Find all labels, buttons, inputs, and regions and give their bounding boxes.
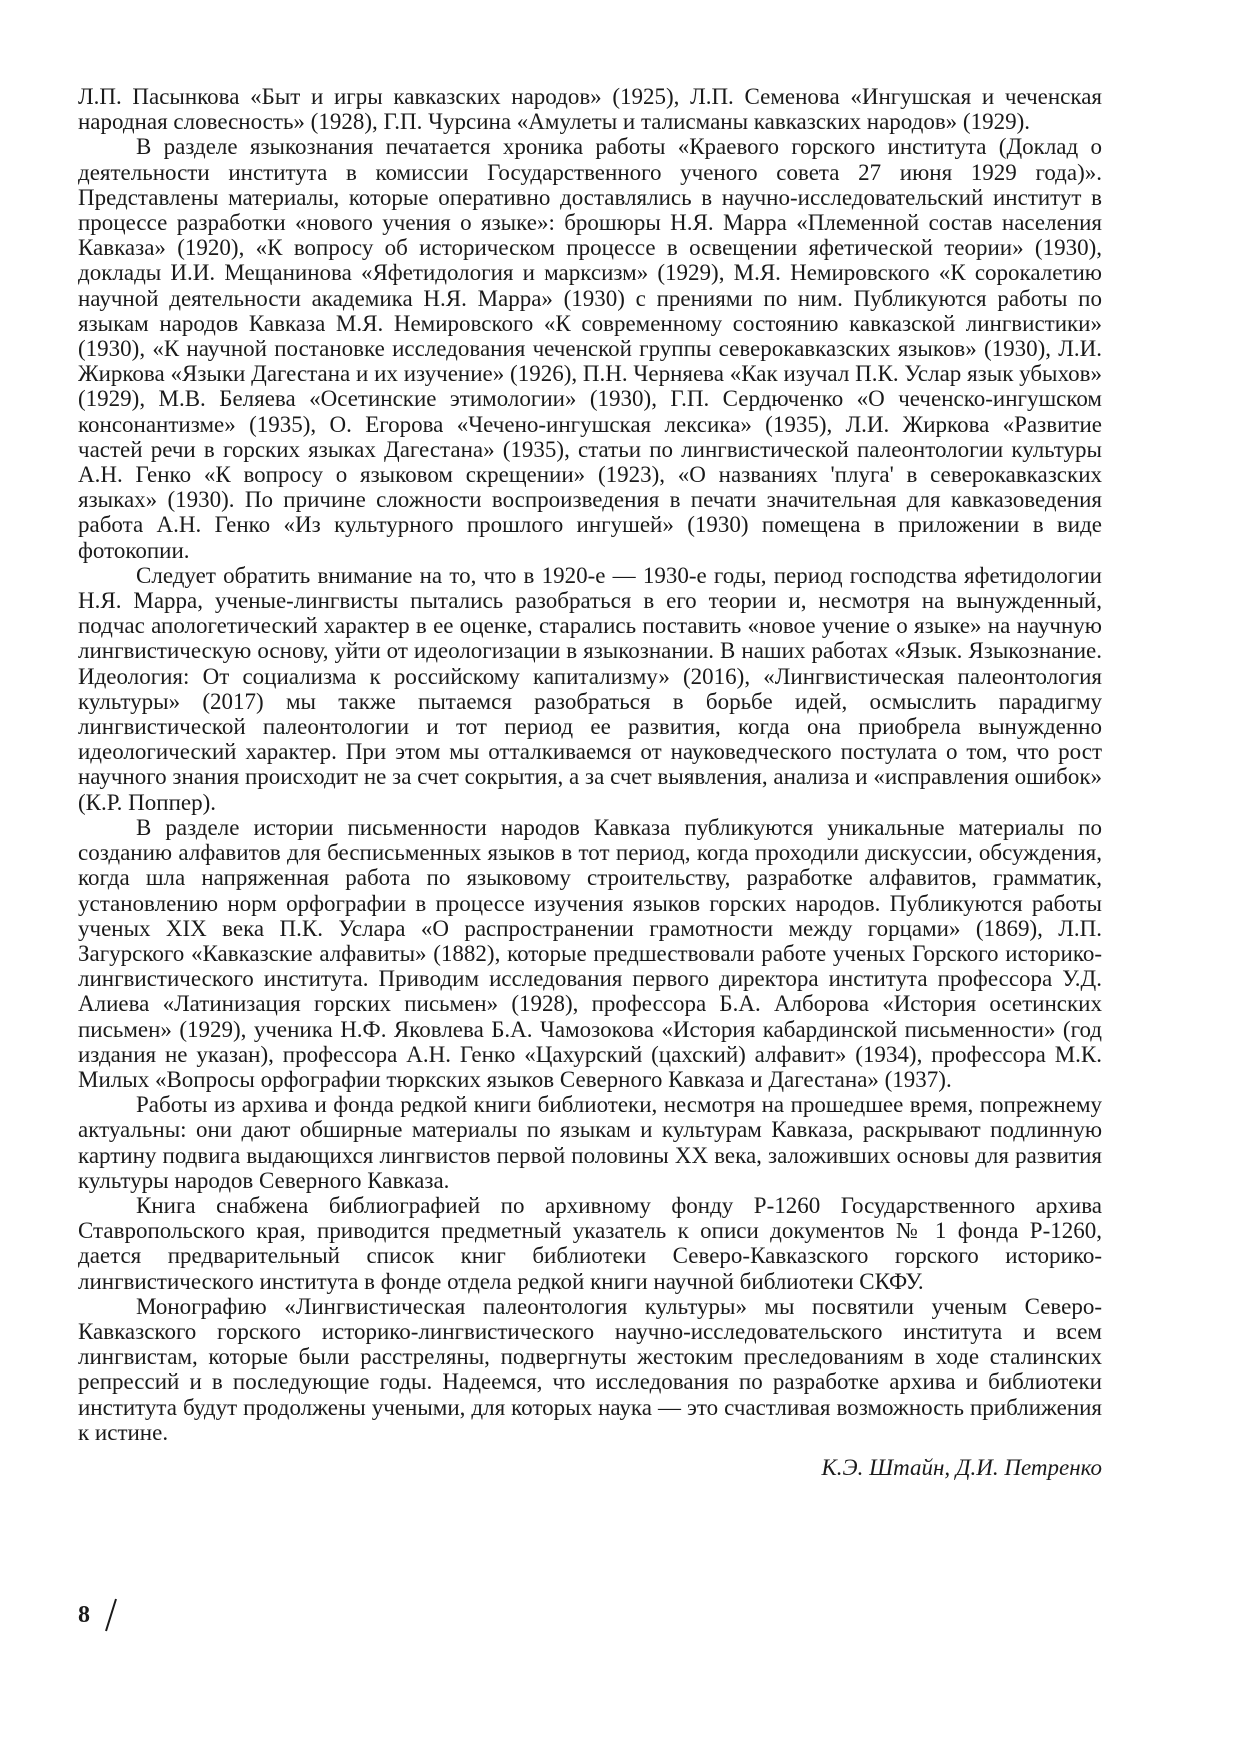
slash-divider-icon (104, 1598, 118, 1632)
paragraph-5: Работы из архива и фонда редкой книги библиотеки, несмотря на прошедшее время, попрежнему актуальны: они дают обширные материалы по языкам и культурам Кавказа, раскрывают подлинную картину подвига выдающихся лингвистов первой половины XX века, заложивших основы для развития культуры народов Северного Кавказа. (78, 1092, 1102, 1193)
paragraph-7: Монографию «Лингвистическая палеонтология культуры» мы посвятили ученым Северо-Кавказского горского историко-лингвистического научно-исследовательского института и всем лингвистам, которые были расстреляны, подвергнуты жестоким преследованиям в ходе сталинских репрессий и в последующие годы. Надеемся, что исследования по разработке архива и библиотеки института будут продолжены учеными, для которых наука — это счастливая возможность приближения к истине. (78, 1293, 1102, 1445)
paragraph-4: В разделе истории письменности народов Кавказа публикуются уникальные материалы по созданию алфавитов для бесписьменных языков в тот период, когда проходили дискуссии, обсуждения, когда шла напряженная работа по языковому строительству, разработке алфавитов, грамматик, установлению норм орфографии в процессе изучения языков горских народов. Публикуются работы ученых XIX века П.К. Услара «О распространении грамотности между горцами» (1869), Л.П. Загурского «Кавказские алфавиты» (1882), которые предшествовали работе ученых Горского историко-лингвистического института. Приводим исследования первого директора института профессора У.Д. Алиева «Латинизация горских письмен» (1928), профессора Б.А. Алборова «История осетинских письмен» (1929), ученика Н.Ф. Яковлева Б.А. Чамозокова «История кабардинской письменности» (год издания не указан), профессора А.Н. Генко «Цахурский (цахский) алфавит» (1934), профессора М.К. Милых «Вопросы орфографии тюркских языков Северного Кавказа и Дагестана» (1937). (78, 814, 1102, 1092)
page-number: 8 (78, 1602, 90, 1628)
paragraph-1: Л.П. Пасынкова «Быт и игры кавказских народов» (1925), Л.П. Семенова «Ингушская и чеченская народная словесность» (1928), Г.П. Чурсина «Амулеты и талисманы кавказских народов» (1929). (78, 84, 1102, 135)
page-folio (78, 1598, 118, 1632)
author-signature: К.Э. Штайн, Д.И. Петренко (821, 1454, 1102, 1480)
page-body (78, 84, 1102, 1481)
paragraph-2: В разделе языкознания печатается хроника работы «Краевого горского института (Доклад о деятельности института в комиссии Государственного ученого совета 27 июня 1929 года)». Представлены материалы, которые оперативно доставлялись в научно-исследовательский институт в процессе разработки «нового учения о языке»: брошюры Н.Я. Марра «Племенной состав населения Кавказа» (1920), «К вопросу об историческом процессе в освещении яфетической теории» (1930), доклады И.И. Мещанинова «Яфетидология и марксизм» (1929), М.Я. Немировского «К сорокалетию научной деятельности академика Н.Я. Марра» (1930) с прениями по ним. Публикуются работы по языкам народов Кавказа М.Я. Немировского «К современному состоянию кавказской лингвистики» (1930), «К научной постановке исследования чеченской группы северокавказских языков» (1930), Л.И. Жиркова «Языки Дагестана и их изучение» (1926), П.Н. Черняева «Как изучал П.К. Услар язык убыхов» (1929), М.В. Беляева «Осетинские этимологии» (1930), Г.П. Сердюченко «О чеченско-ингушском консонантизме» (1935), О. Егорова «Чечено-ингушская лексика» (1935), Л.И. Жиркова «Развитие частей речи в горских языках Дагестана» (1935), статьи по лингвистической палеонтологии культуры А.Н. Генко «К вопросу о языковом скрещении» (1923), «О названиях 'плуга' в северокавказских языках» (1930). По причине сложности воспроизведения в печати значительная для кавказоведения работа А.Н. Генко «Из культурного прошлого ингушей» (1930) помещена в приложении в виде фотокопии. (78, 134, 1102, 563)
paragraph-3: Следует обратить внимание на то, что в 1920-е — 1930-е годы, период господства яфетидологии Н.Я. Марра, ученые-лингвисты пытались разобраться в его теории и, несмотря на вынужденный, подчас апологетический характер в ее оценке, старались поставить «новое учение о языке» на научную лингвистическую основу, уйти от идеологизации в языкознании. В наших работах «Язык. Языкознание. Идеология: От социализма к российскому капитализму» (2016), «Лингвистическая палеонтология культуры» (2017) мы также пытаемся разобраться в борьбе идей, осмыслить парадигму лингвистической палеонтологии и тот период ее развития, когда она приобрела вынужденно идеологический характер. При этом мы отталкиваемся от науковедческого постулата о том, что рост научного знания происходит не за счет сокрытия, а за счет выявления, анализа и «исправления ошибок» (К.Р. Поппер). (78, 562, 1102, 815)
paragraph-6: Книга снабжена библиографией по архивному фонду Р-1260 Государственного архива Ставропольского края, приводится предметный указатель к описи документов № 1 фонда Р-1260, дается предварительный список книг библиотеки Северо-Кавказского горского историко-лингвистического института в фонде отдела редкой книги научной библиотеки СКФУ. (78, 1192, 1102, 1294)
